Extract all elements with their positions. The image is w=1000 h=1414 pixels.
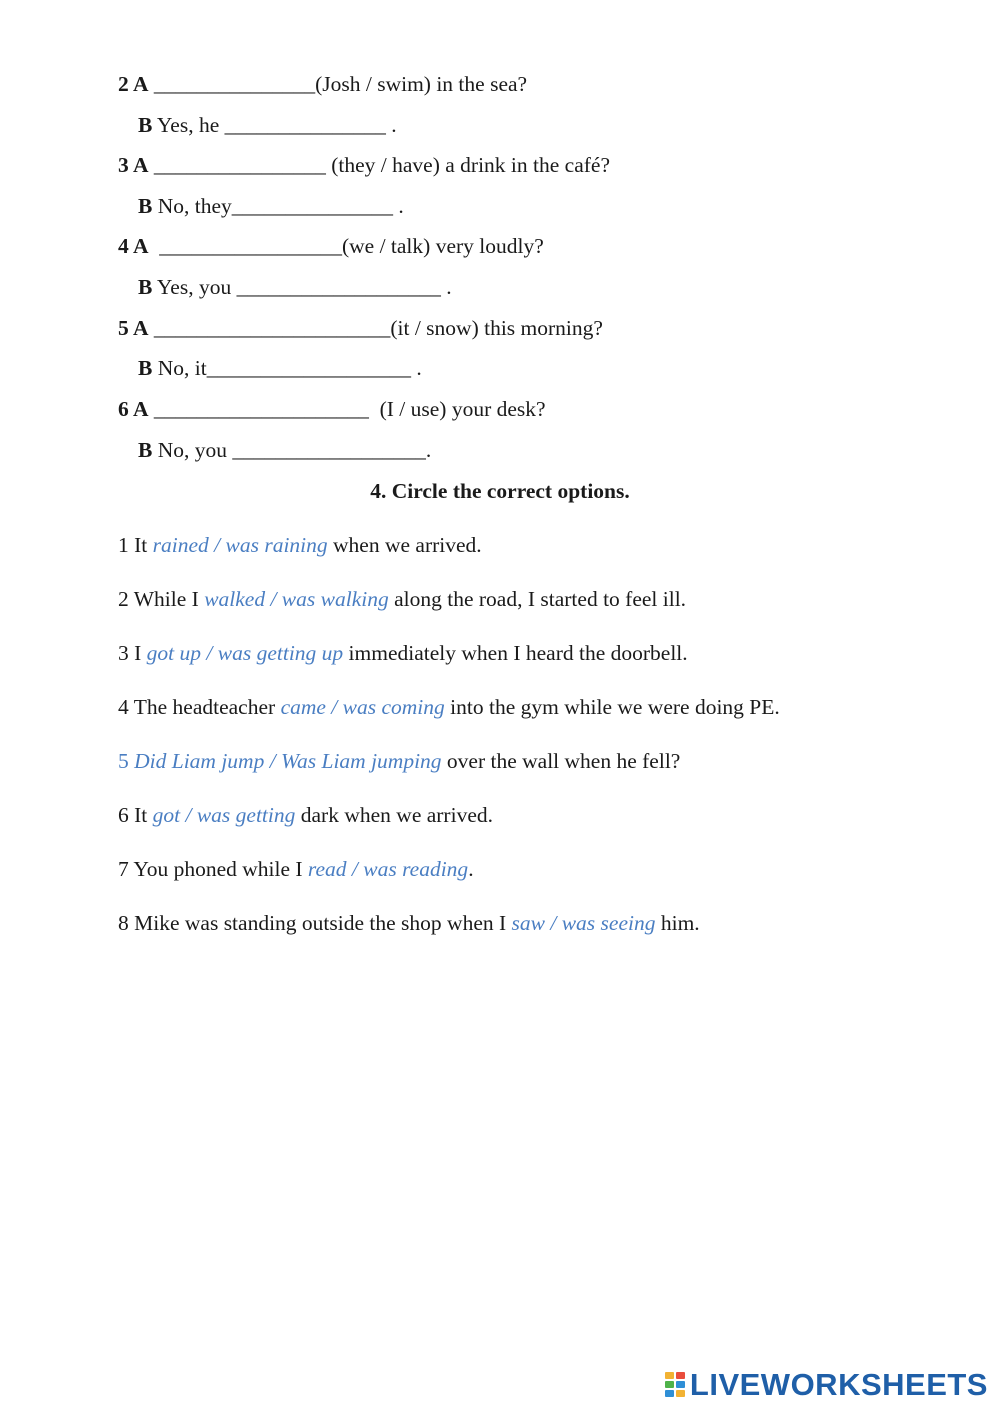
question-5a[interactable] (118, 318, 603, 340)
answer-text: No, you __________________. (152, 438, 432, 462)
logo-text: LIVEWORKSHEETS (689, 1367, 988, 1402)
option-choice[interactable]: got / was getting (152, 803, 296, 827)
question-3a[interactable] (118, 155, 610, 177)
question-label: 6 A (118, 397, 149, 421)
option-item-1 (118, 535, 482, 557)
option-choice[interactable]: got up / was getting up (146, 641, 344, 665)
item-text: along the road, I started to feel ill. (388, 587, 687, 611)
item-text: 6 It (118, 803, 153, 827)
answer-label: B (138, 194, 153, 218)
option-item-3 (118, 643, 688, 665)
answer-text: Yes, he _______________ . (152, 113, 397, 137)
item-text: him. (655, 911, 700, 935)
option-item-2 (118, 589, 686, 611)
item-text: when we arrived. (327, 533, 482, 557)
option-choice[interactable]: Did Liam jump / Was Liam jumping (134, 749, 442, 773)
option-item-6 (118, 805, 493, 827)
question-label: 3 A (118, 153, 149, 177)
option-item-8 (118, 913, 700, 935)
option-item-5 (118, 751, 680, 773)
question-text: _________________(we / talk) very loudly? (148, 234, 544, 258)
item-text: 1 It (118, 533, 153, 557)
question-text: ____________________ (I / use) your desk? (148, 397, 546, 421)
question-2a[interactable] (118, 74, 527, 96)
question-label: 2 A (118, 72, 149, 96)
option-choice[interactable]: came / was coming (280, 695, 445, 719)
answer-5b[interactable] (138, 358, 422, 380)
section-heading: 4. Circle the correct options. (370, 479, 630, 503)
answer-6b[interactable] (138, 440, 431, 462)
answer-3b[interactable] (138, 196, 404, 218)
item-text: 4 The headteacher (118, 695, 281, 719)
item-text: 7 You phoned while I (118, 857, 308, 881)
answer-label: B (138, 356, 153, 380)
option-item-4 (118, 697, 780, 719)
answer-2b[interactable] (138, 115, 397, 137)
question-4a[interactable] (118, 236, 544, 258)
question-label: 5 A (118, 316, 149, 340)
answer-label: B (138, 438, 153, 462)
item-text: into the gym while we were doing PE. (444, 695, 780, 719)
question-text: ________________ (they / have) a drink in the café? (148, 153, 610, 177)
answer-label: B (138, 113, 153, 137)
item-text: over the wall when he fell? (441, 749, 681, 773)
item-text: 3 I (118, 641, 147, 665)
question-text: _______________(Josh / swim) in the sea? (148, 72, 528, 96)
option-choice[interactable]: read / was reading (307, 857, 469, 881)
item-text: immediately when I heard the doorbell. (343, 641, 688, 665)
answer-text: No, they_______________ . (152, 194, 404, 218)
item-text: 5 (118, 749, 135, 773)
option-choice[interactable]: rained / was raining (152, 533, 328, 557)
answer-text: Yes, you ___________________ . (152, 275, 452, 299)
item-text: . (468, 857, 474, 881)
answer-label: B (138, 275, 153, 299)
question-text: ______________________(it / snow) this morning? (148, 316, 603, 340)
option-item-7 (118, 859, 474, 881)
liveworksheets-logo (665, 1369, 988, 1400)
question-label: 4 A (118, 234, 149, 258)
option-choice[interactable]: walked / was walking (204, 587, 389, 611)
item-text: 2 While I (118, 587, 205, 611)
item-text: dark when we arrived. (295, 803, 493, 827)
question-6a[interactable] (118, 399, 546, 421)
option-choice[interactable]: saw / was seeing (511, 911, 656, 935)
item-text: 8 Mike was standing outside the shop when I (118, 911, 512, 935)
answer-text: No, it___________________ . (152, 356, 422, 380)
answer-4b[interactable] (138, 277, 452, 299)
logo-blocks-icon (665, 1372, 687, 1398)
